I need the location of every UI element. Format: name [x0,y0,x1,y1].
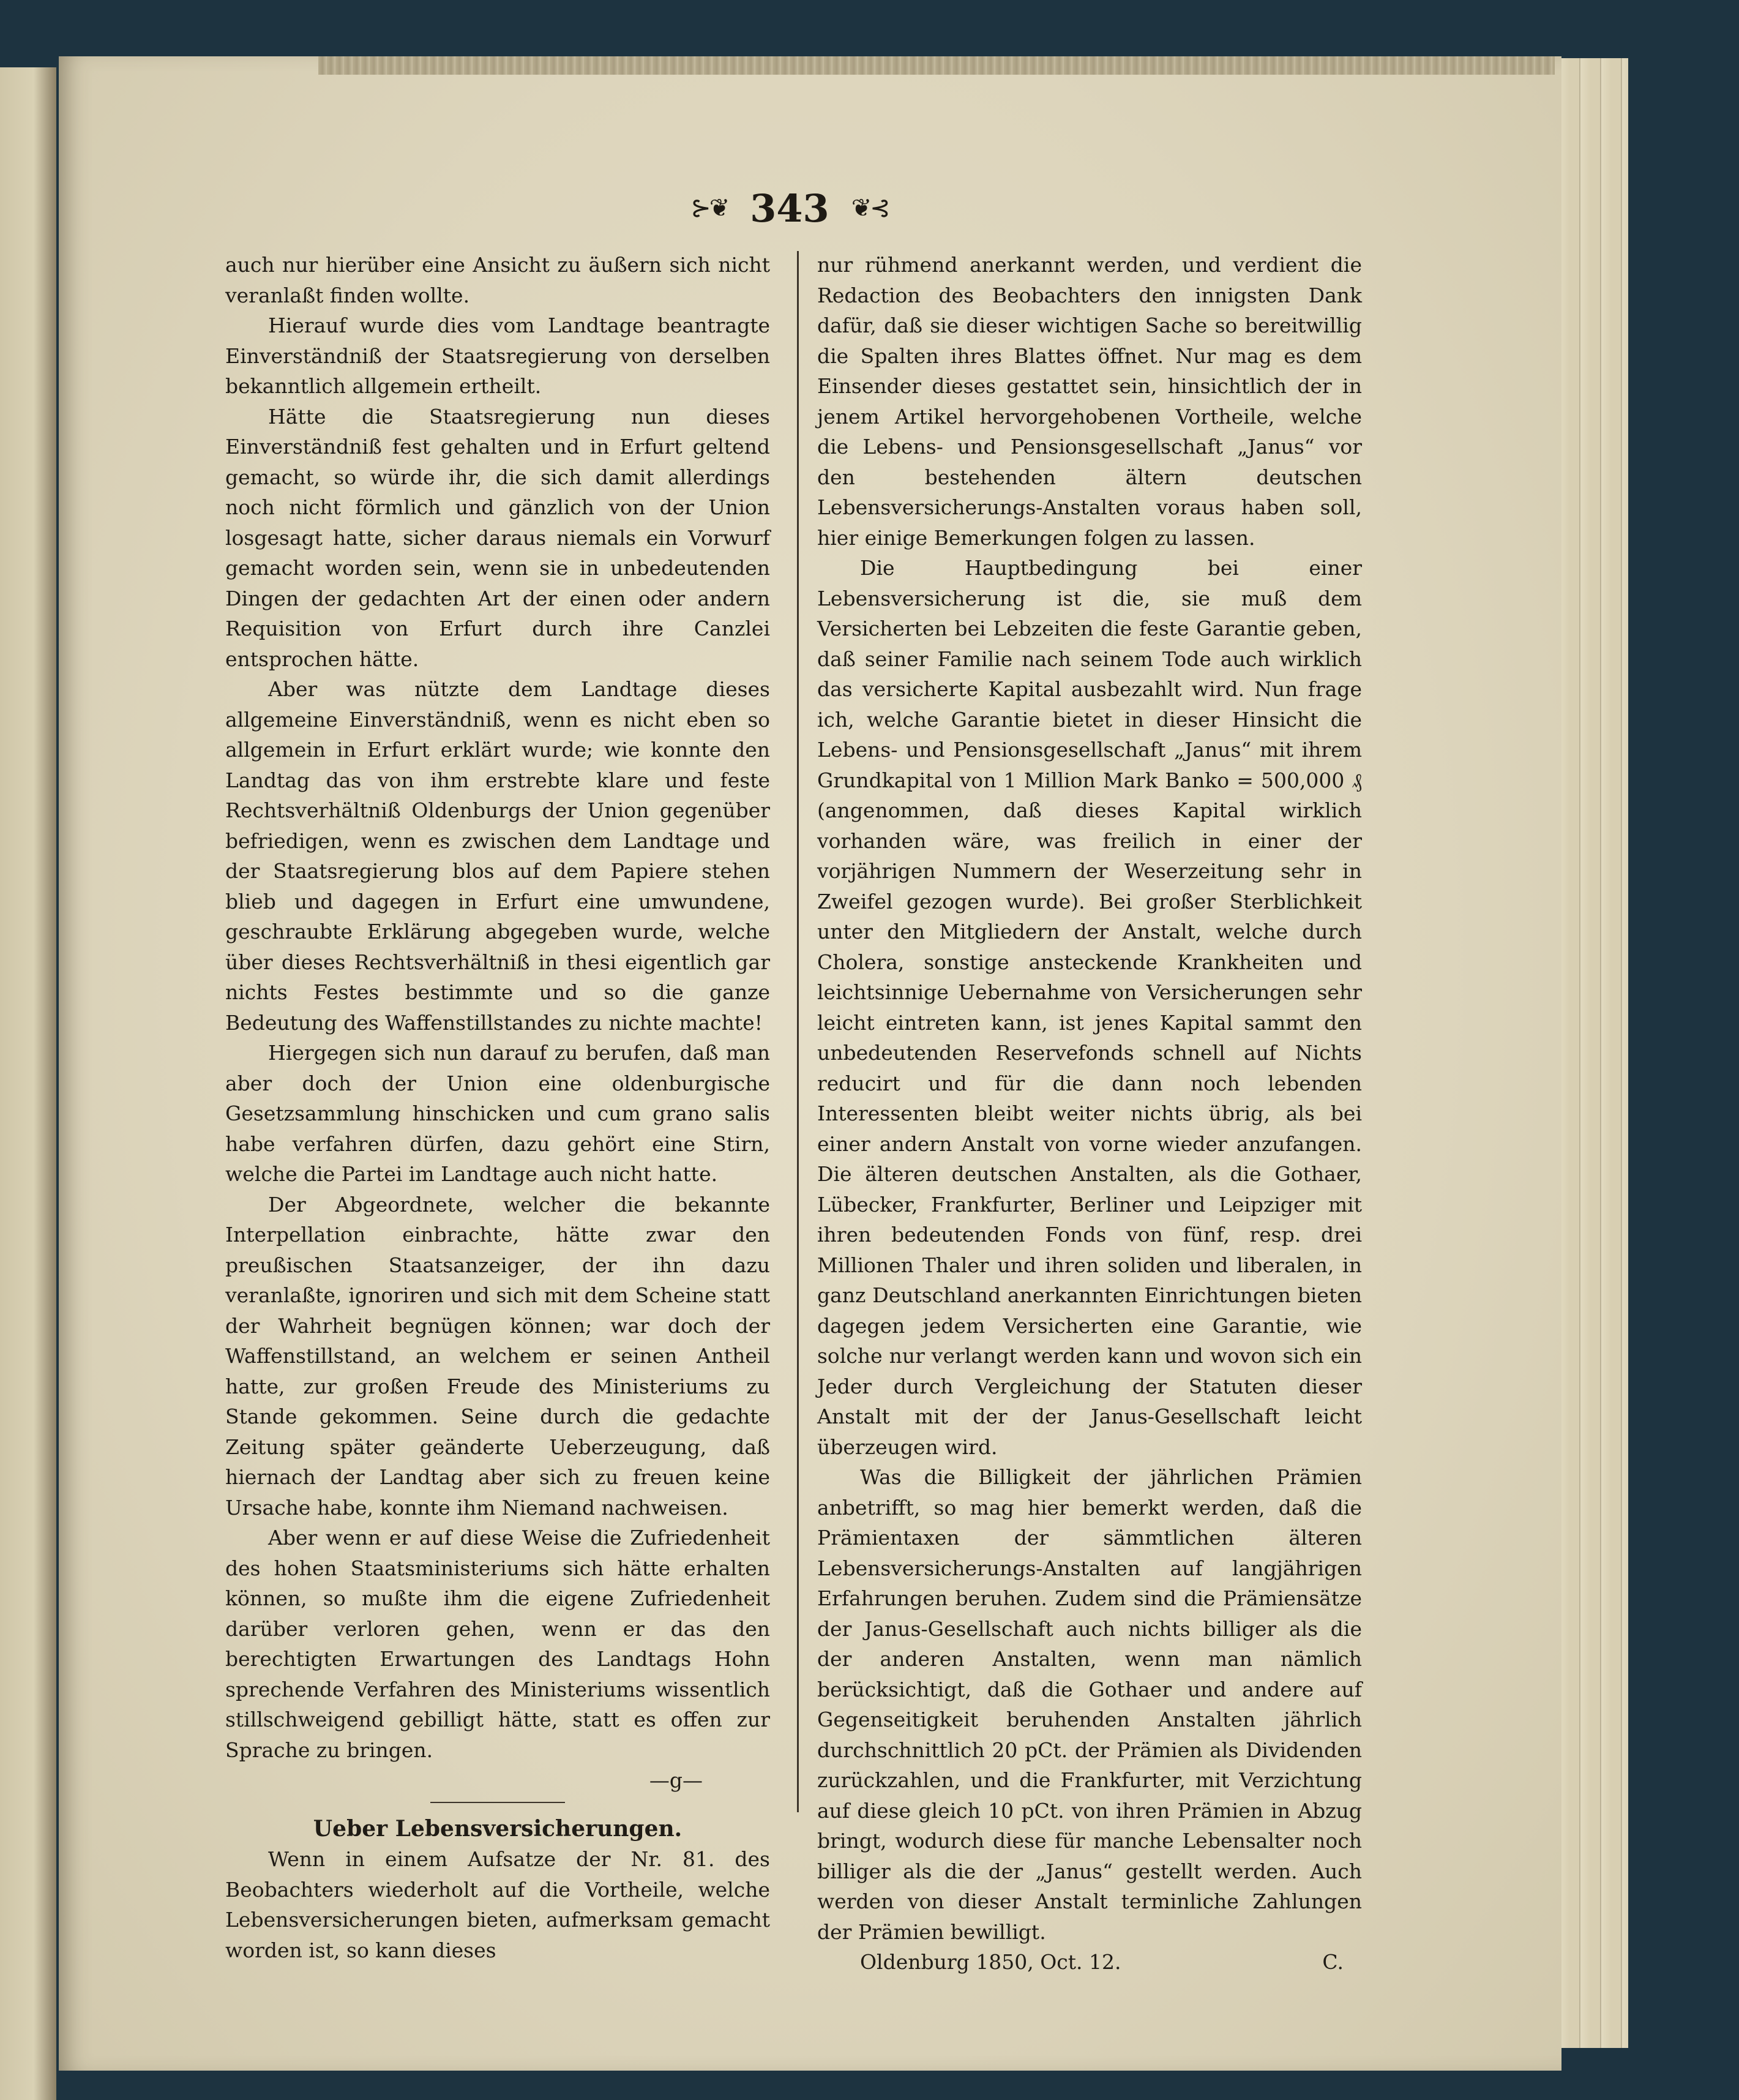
author-initial: C. [1322,1950,1344,1974]
page-number: 343 [750,186,829,231]
paragraph: nur rühmend anerkannt werden, und verdient die Redaction des Beobachters den innigsten Dank dafür, daß sie dieser wichtigen Sache so bereitwillig die Spalten ihres Blattes öffnet. Nur mag es dem Einsender dieses gestattet sein, hinsichtlich der in jenem Artikel hervorgehobenen Vortheile, welche die Lebens- und Pensionsgesellschaft „Janus“ vor den bestehenden ältern deutschen Lebensversicherungs-Anstalten voraus haben soll, hier einige Bemerkungen folgen zu lassen. [817,253,1362,550]
column-divider [797,251,799,1812]
dateline: Oldenburg 1850, Oct. 12. [860,1950,1121,1974]
paragraph: Was die Billigkeit der jährlichen Prämien anbetrifft, so mag hier bemerkt werden, daß die Prämientaxen der sämmtlichen älteren Lebensversicherungs-Anstalten auf langjährigen Erfahrungen beruhen. Zudem sind die Prämiensätze der Janus-Gesellschaft auch nichts billiger als die der anderen Anstalten, wenn man nämlich berücksichtigt, daß die Gothaer und andere auf Gegenseitigkeit beruhenden Anstalten jährlich durchschnittlich 20 pCt. der Prämien als Dividenden zurückzahlen, und die Frankfurter, mit Verzichtung auf diese gleich 10 pCt. von ihren Prämien in Abzug bringt, wodurch diese für manche Lebensalter noch billiger als die der „Janus“ gestellt werden. Auch werden von dieser Anstalt terminliche Zahlungen der Prämien bewilligt. [817,1465,1362,1944]
article-heading: Ueber Lebensversicherungen. [313,1815,683,1842]
paragraph: Der Abgeordnete, welcher die bekannte Interpellation einbrachte, hätte zwar den preußischen Staatsanzeiger, der ihn dazu veranlaßte, ignoriren und sich mit dem Scheine statt der Wahrheit begnügen können; war doch der Waffenstillstand, an welchem er seinen Antheil hatte, zur großen Freude des Ministeriums zu Stande gekommen. Seine durch die gedachte Zeitung später geänderte Ueberzeugung, daß hiernach der Landtag aber sich zu freuen keine Ursache habe, konnte ihm Niemand nachweisen. [225,1192,770,1520]
right-column [817,250,1362,1978]
paragraph: Hiergegen sich nun darauf zu berufen, daß man aber doch der Union eine oldenburgische Gesetzsammlung hinschicken und cum grano salis habe verfahren dürfen, dazu gehört eine Stirn, welche die Partei im Landtage auch nicht hatte. [225,1041,770,1186]
paragraph: Die Hauptbedingung bei einer Lebensversicherung ist die, sie muß dem Versicherten bei Lebzeiten die feste Garantie geben, daß seiner Familie nach seinem Tode auch wirklich das versicherte Kapital ausbezahlt wird. Nun frage ich, welche Garantie bietet in dieser Hinsicht die Lebens- und Pensionsgesellschaft „Janus“ mit ihrem Grundkapital von 1 Million Mark Banko = 500,000 ₰ (angenommen, daß dieses Kapital wirklich vorhanden wäre, was freilich in einer der vorjährigen Nummern der Weserzeitung sehr in Zweifel gezogen wurde). Bei großer Sterblichkeit unter den Mitgliedern der Anstalt, welche durch Cholera, sonstige ansteckende Krankheiten und leichtsinnige Uebernahme von Versicherungen sehr leicht eintreten kann, ist jenes Kapital sammt den unbedeutenden Reservefonds schnell auf Nichts reducirt und für die dann noch lebenden Interessenten bleibt weiter nichts übrig, als bei einer andern Anstalt von vorne wieder anzufangen. Die älteren deutschen Anstalten, als die Gothaer, Lübecker, Frankfurter, Berliner und Leipziger mit ihren bedeutenden Fonds von fünf, resp. drei Millionen Thaler und ihren soliden und liberalen, in ganz Deutschland anerkannten Einrichtungen bieten dagegen jedem Versicherten eine Garantie, wie solche nur verlangt werden kann und wovon sich ein Jeder durch Vergleichung der Statuten dieser Anstalt mit der der Janus-Gesellschaft leicht überzeugen wird. [817,556,1362,1459]
page-header [637,184,943,233]
section-divider [430,1802,565,1803]
left-column [225,250,770,1965]
facing-page-edge [0,67,56,2100]
page-top-edge [318,56,1555,75]
ornament-right-icon: ❦⊰ [851,194,889,222]
paragraph: Hierauf wurde dies vom Landtage beantragte Einverständniß der Staatsregierung von derselben bekanntlich allgemein ertheilt. [225,313,770,398]
paragraph: Wenn in einem Aufsatze der Nr. 81. des Beobachters wiederholt auf die Vortheile, welche Lebensversicherungen bieten, aufmerksam gemacht worden ist, so kann dieses [225,1847,770,1962]
paragraph: auch nur hierüber eine Ansicht zu äußern sich nicht veranlaßt finden wollte. [225,253,770,307]
author-signoff: —g— [649,1768,703,1792]
dateline-row [817,1947,1362,1978]
paragraph: Aber was nützte dem Landtage dieses allgemeine Einverständniß, wenn es nicht eben so allgemein in Erfurt erklärt wurde; wie konnte den Landtag das von ihm erstrebte klare und feste Rechtsverhältniß Oldenburgs der Union gegenüber befriedigen, wenn es zwischen dem Landtage und der Staatsregierung blos auf dem Papiere stehen blieb und dagegen in Erfurt eine umwundene, geschraubte Erklärung abgegeben wurde, welche über dieses Rechtsverhältniß in thesi eigentlich gar nichts Festes bestimmte und so die ganze Bedeutung des Waffenstillstandes zu nichte machte! [225,677,770,1035]
ornament-left-icon: ⊱❦ [690,194,728,222]
paragraph: Hätte die Staatsregierung nun dieses Einverständniß fest gehalten und in Erfurt geltend gemacht, so würde ihr, die sich damit allerdings noch nicht förmlich und gänzlich von der Union losgesagt hatte, sicher daraus niemals ein Vorwurf gemacht worden sein, wenn sie in unbedeutenden Dingen der gedachten Art der einen oder andern Requisition von Erfurt durch ihre Canzlei entsprochen hätte. [225,404,770,671]
paragraph: Aber wenn er auf diese Weise die Zufriedenheit des hohen Staatsministeriums sich hätte erhalten können, so mußte ihm die eigene Zufriedenheit darüber verloren gehen, wenn er das den berechtigten Erwartungen des Landtags Hohn sprechende Verfahren des Ministeriums wissentlich stillschweigend gebilligt hätte, statt es offen zur Sprache zu bringen. [225,1526,770,1762]
